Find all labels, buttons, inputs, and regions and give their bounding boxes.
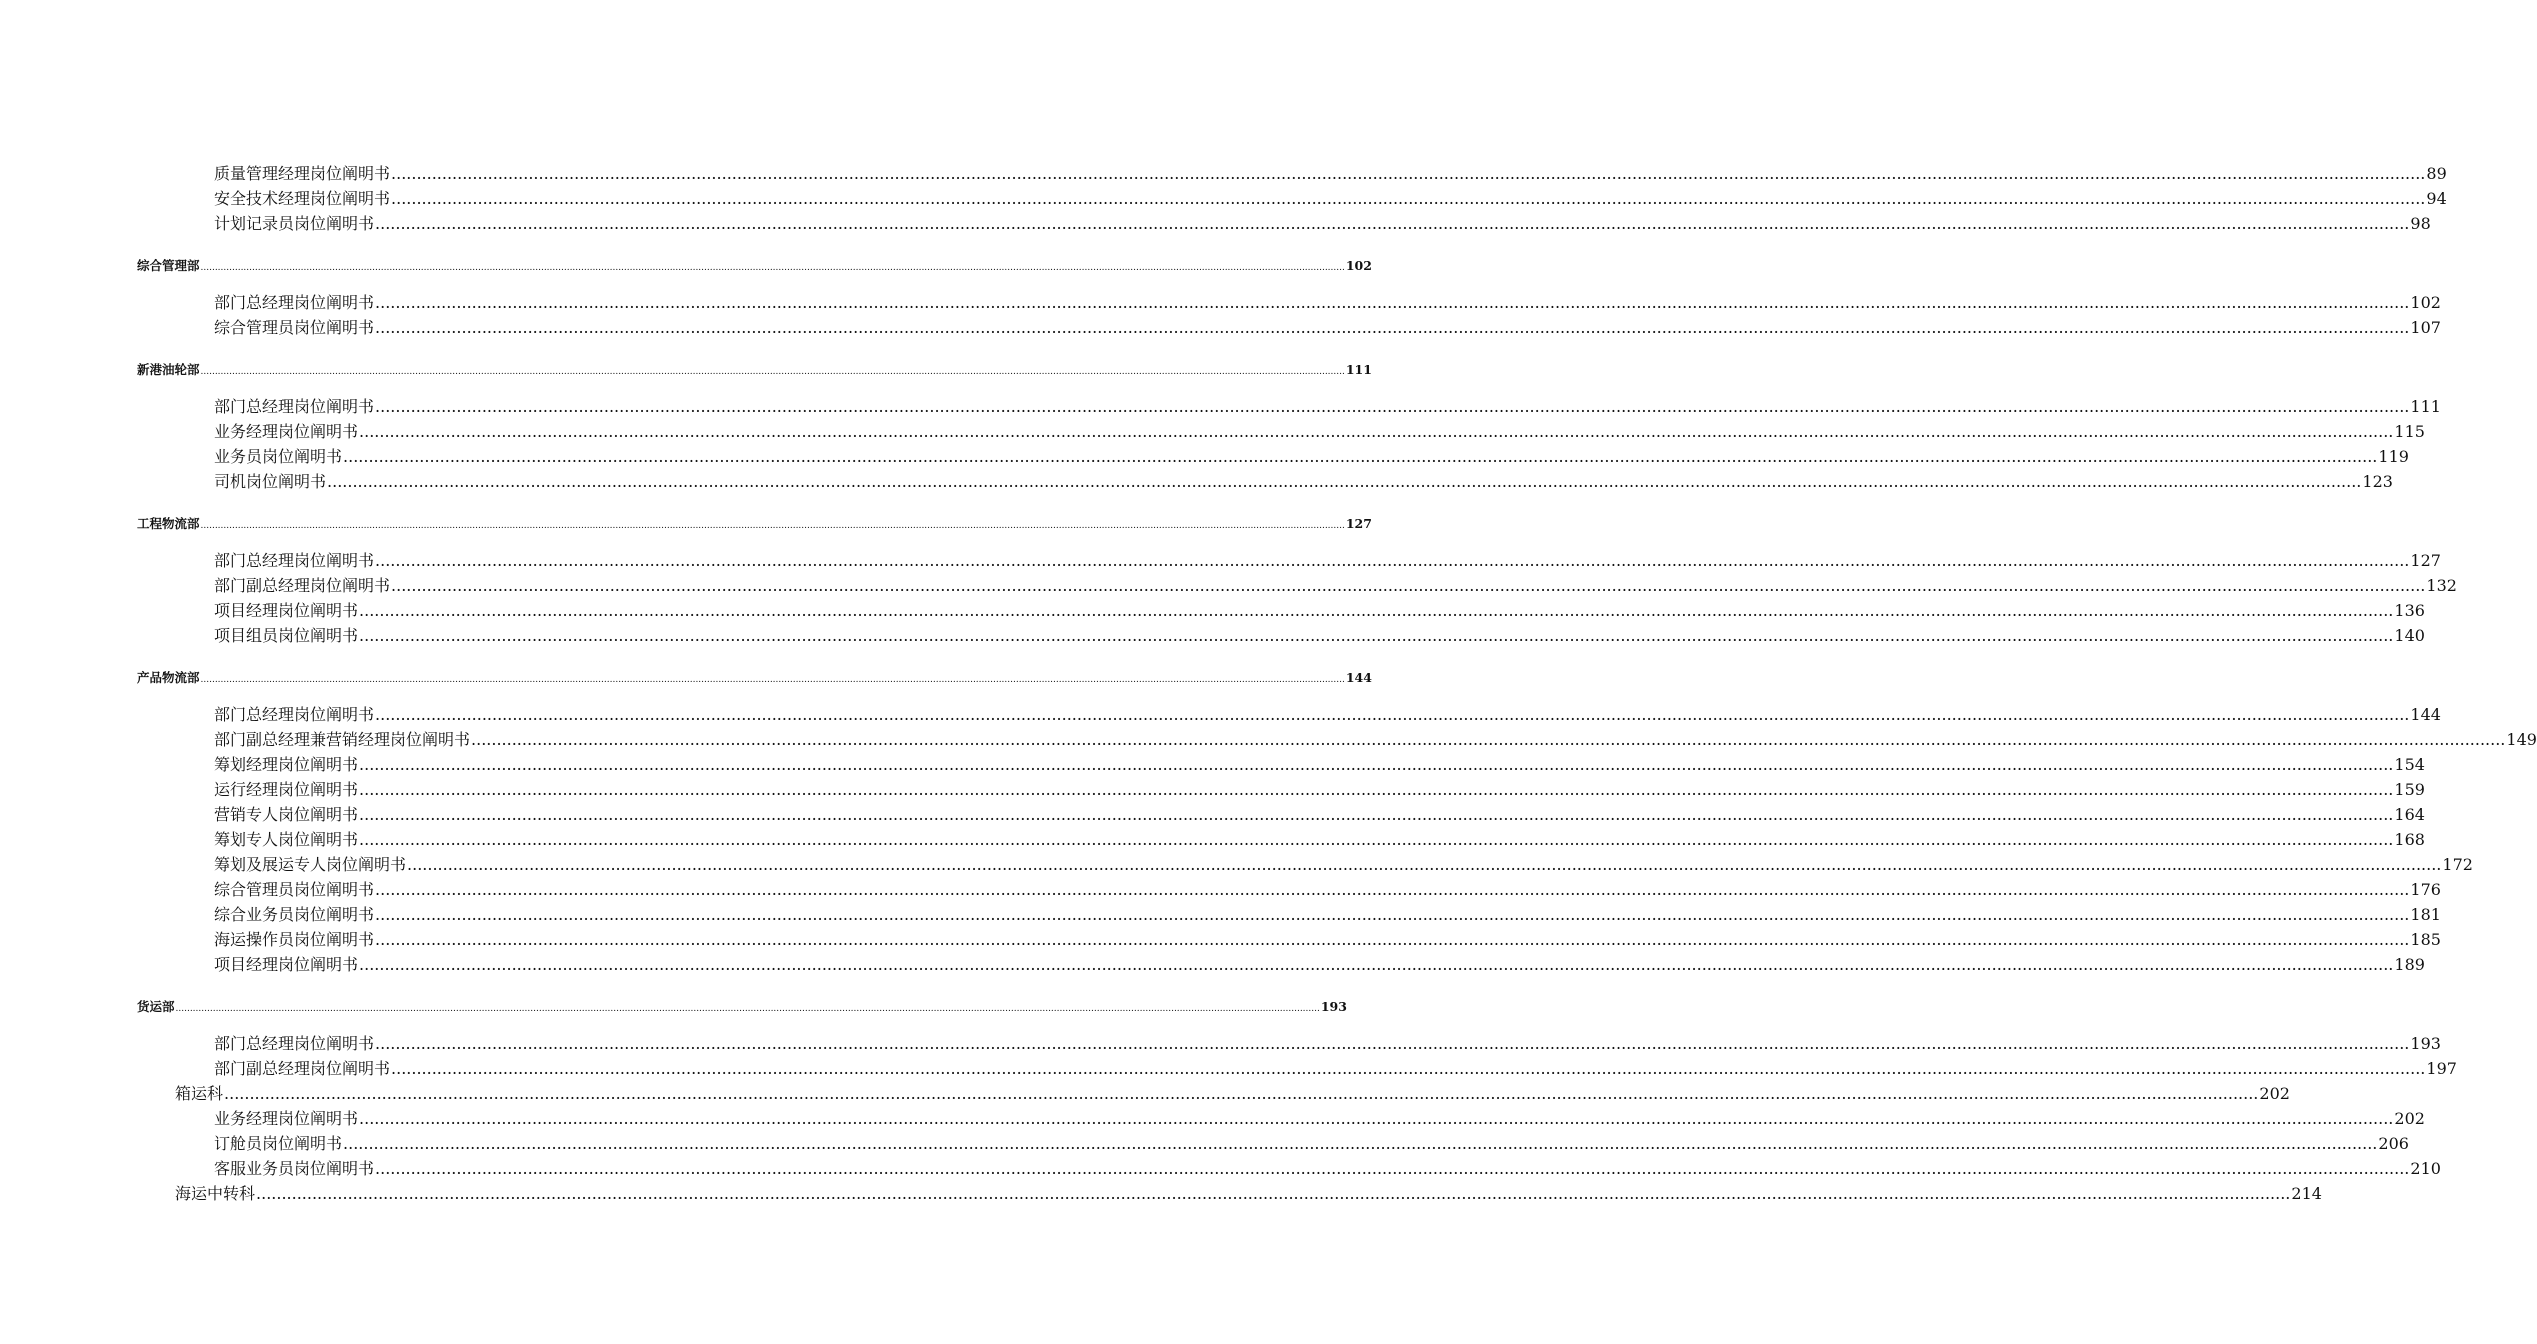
toc-entry[interactable] <box>0 625 2425 647</box>
dot-leader: ................................................................................................................................................................................................................................................................................................................................................................................................................ <box>359 955 2394 974</box>
toc-entry[interactable] <box>0 879 2441 901</box>
toc-entry-title: 产品物流部 <box>137 670 200 685</box>
dot-leader: ................................................................................................................................................................................................................................................................................................................................................................................................................ <box>343 1134 2378 1153</box>
toc-page-number: 102 <box>2410 293 2441 312</box>
toc-page-number: 206 <box>2378 1134 2409 1153</box>
toc-entry[interactable] <box>0 600 2425 622</box>
dot-leader: ................................................................................................................................................................................................................................................................................................................................................................................................................ <box>359 805 2394 824</box>
dot-leader: ................................................................................................................................................................................................................................................................................................................................................................................................................ <box>375 905 2410 924</box>
toc-entry[interactable] <box>0 804 2425 826</box>
toc-page-number: 193 <box>1320 999 1347 1014</box>
toc-entry[interactable] <box>0 1183 2322 1205</box>
toc-section-heading[interactable] <box>137 669 1372 687</box>
toc-entry[interactable] <box>0 904 2441 926</box>
toc-entry[interactable] <box>0 575 2457 597</box>
toc-entry-title: 综合业务员岗位阐明书 <box>214 905 375 924</box>
toc-entry-title: 项目经理岗位阐明书 <box>214 601 359 620</box>
toc-entry[interactable] <box>0 1133 2409 1155</box>
toc-page-number: 193 <box>2410 1034 2441 1053</box>
dot-leader: ................................................................................................................................................................................................................................................................................................................................................................................................................ <box>200 675 1345 685</box>
toc-section-heading[interactable] <box>137 257 1372 275</box>
toc-page-number: 94 <box>2426 189 2447 208</box>
toc-entry-title: 安全技术经理岗位阐明书 <box>214 189 391 208</box>
dot-leader: ................................................................................................................................................................................................................................................................................................................................................................................................................ <box>375 318 2410 337</box>
dot-leader: ................................................................................................................................................................................................................................................................................................................................................................................................................ <box>343 447 2378 466</box>
toc-entry-title: 货运部 <box>137 999 175 1014</box>
toc-entry[interactable] <box>0 1058 2457 1080</box>
toc-entry-title: 部门总经理岗位阐明书 <box>214 293 375 312</box>
toc-entry-title: 新港油轮部 <box>137 362 200 377</box>
toc-entry[interactable] <box>0 188 2447 210</box>
toc-entry[interactable] <box>0 829 2425 851</box>
toc-page-number: 144 <box>1345 670 1372 685</box>
dot-leader: ................................................................................................................................................................................................................................................................................................................................................................................................................ <box>200 367 1345 377</box>
toc-entry[interactable] <box>0 292 2441 314</box>
dot-leader: ................................................................................................................................................................................................................................................................................................................................................................................................................ <box>375 705 2410 724</box>
toc-entry-title: 海运操作员岗位阐明书 <box>214 930 375 949</box>
toc-entry-title: 部门副总经理岗位阐明书 <box>214 1059 391 1078</box>
toc-entry[interactable] <box>0 213 2431 235</box>
toc-page-number: 119 <box>2378 447 2409 466</box>
dot-leader: ................................................................................................................................................................................................................................................................................................................................................................................................................ <box>375 551 2410 570</box>
dot-leader: ................................................................................................................................................................................................................................................................................................................................................................................................................ <box>359 601 2394 620</box>
toc-page-number: 123 <box>2362 472 2393 491</box>
toc-entry[interactable] <box>0 954 2425 976</box>
dot-leader: ................................................................................................................................................................................................................................................................................................................................................................................................................ <box>359 1109 2394 1128</box>
dot-leader: ................................................................................................................................................................................................................................................................................................................................................................................................................ <box>391 1059 2426 1078</box>
toc-entry-title: 计划记录员岗位阐明书 <box>214 214 375 233</box>
toc-entry-title: 司机岗位阐明书 <box>214 472 327 491</box>
dot-leader: ................................................................................................................................................................................................................................................................................................................................................................................................................ <box>375 1034 2410 1053</box>
dot-leader: ................................................................................................................................................................................................................................................................................................................................................................................................................ <box>391 576 2426 595</box>
toc-entry[interactable] <box>0 550 2441 572</box>
dot-leader: ................................................................................................................................................................................................................................................................................................................................................................................................................ <box>375 1159 2410 1178</box>
toc-entry-title: 工程物流部 <box>137 516 200 531</box>
toc-entry[interactable] <box>0 1108 2425 1130</box>
toc-entry-title: 营销专人岗位阐明书 <box>214 805 359 824</box>
toc-entry[interactable] <box>0 779 2425 801</box>
toc-entry-title: 部门总经理岗位阐明书 <box>214 397 375 416</box>
dot-leader: ................................................................................................................................................................................................................................................................................................................................................................................................................ <box>359 830 2394 849</box>
toc-page-number: 210 <box>2410 1159 2441 1178</box>
toc-entry[interactable] <box>0 704 2441 726</box>
toc-entry[interactable] <box>0 854 2473 876</box>
toc-page-number: 127 <box>1345 516 1372 531</box>
toc-entry-title: 综合管理员岗位阐明书 <box>214 318 375 337</box>
toc-section-heading[interactable] <box>137 515 1372 533</box>
toc-section-heading[interactable] <box>137 361 1372 379</box>
toc-page-number: 144 <box>2410 705 2441 724</box>
toc-entry[interactable] <box>0 754 2425 776</box>
toc-entry-title: 客服业务员岗位阐明书 <box>214 1159 375 1178</box>
toc-entry[interactable] <box>0 1083 2290 1105</box>
toc-entry-title: 业务经理岗位阐明书 <box>214 422 359 441</box>
toc-entry-title: 业务员岗位阐明书 <box>214 447 343 466</box>
toc-entry-title: 箱运科 <box>175 1084 224 1103</box>
toc-entry[interactable] <box>0 163 2447 185</box>
toc-page-number: 107 <box>2410 318 2441 337</box>
toc-entry[interactable] <box>0 929 2441 951</box>
dot-leader: ................................................................................................................................................................................................................................................................................................................................................................................................................ <box>375 930 2410 949</box>
dot-leader: ................................................................................................................................................................................................................................................................................................................................................................................................................ <box>359 780 2394 799</box>
toc-page-number: 202 <box>2259 1084 2290 1103</box>
toc-page-number: 115 <box>2394 422 2425 441</box>
toc-entry-title: 项目经理岗位阐明书 <box>214 955 359 974</box>
toc-entry-title: 部门总经理岗位阐明书 <box>214 705 375 724</box>
toc-entry[interactable] <box>0 729 2537 751</box>
toc-page-number: 189 <box>2394 955 2425 974</box>
toc-page-number: 111 <box>2410 397 2441 416</box>
toc-page-number: 181 <box>2410 905 2441 924</box>
dot-leader: ................................................................................................................................................................................................................................................................................................................................................................................................................ <box>391 189 2426 208</box>
toc-entry-title: 筹划专人岗位阐明书 <box>214 830 359 849</box>
dot-leader: ................................................................................................................................................................................................................................................................................................................................................................................................................ <box>359 755 2394 774</box>
toc-entry-title: 筹划及展运专人岗位阐明书 <box>214 855 407 874</box>
toc-page-number: 132 <box>2426 576 2457 595</box>
toc-entry-title: 质量管理经理岗位阐明书 <box>214 164 391 183</box>
toc-page-number: 127 <box>2410 551 2441 570</box>
toc-page-number: 136 <box>2394 601 2425 620</box>
dot-leader: ................................................................................................................................................................................................................................................................................................................................................................................................................ <box>375 880 2410 899</box>
toc-entry-title: 业务经理岗位阐明书 <box>214 1109 359 1128</box>
toc-entry[interactable] <box>0 317 2441 339</box>
toc-entry-title: 部门副总经理岗位阐明书 <box>214 576 391 595</box>
toc-entry[interactable] <box>0 1158 2441 1180</box>
toc-entry-title: 运行经理岗位阐明书 <box>214 780 359 799</box>
toc-page-number: 176 <box>2410 880 2441 899</box>
toc-page-number: 149 <box>2506 730 2537 749</box>
toc-page-number: 89 <box>2426 164 2447 183</box>
toc-page-number: 111 <box>1345 362 1372 377</box>
toc-page-number: 185 <box>2410 930 2441 949</box>
toc-entry[interactable] <box>0 421 2425 443</box>
toc-section-heading[interactable] <box>137 998 1347 1016</box>
dot-leader: ................................................................................................................................................................................................................................................................................................................................................................................................................ <box>327 472 2362 491</box>
toc-entry[interactable] <box>0 471 2393 493</box>
toc-page-number: 102 <box>1345 258 1372 273</box>
dot-leader: ................................................................................................................................................................................................................................................................................................................................................................................................................ <box>375 293 2410 312</box>
toc-page-number: 154 <box>2394 755 2425 774</box>
toc-entry-title: 订舱员岗位阐明书 <box>214 1134 343 1153</box>
dot-leader: ................................................................................................................................................................................................................................................................................................................................................................................................................ <box>471 730 2506 749</box>
toc-page-number: 140 <box>2394 626 2425 645</box>
dot-leader: ................................................................................................................................................................................................................................................................................................................................................................................................................ <box>359 422 2394 441</box>
toc-page-number: 214 <box>2291 1184 2322 1203</box>
dot-leader: ................................................................................................................................................................................................................................................................................................................................................................................................................ <box>256 1184 2291 1203</box>
toc-entry-title: 部门总经理岗位阐明书 <box>214 1034 375 1053</box>
dot-leader: ................................................................................................................................................................................................................................................................................................................................................................................................................ <box>391 164 2426 183</box>
toc-page-number: 197 <box>2426 1059 2457 1078</box>
toc-entry-title: 部门副总经理兼营销经理岗位阐明书 <box>214 730 471 749</box>
dot-leader: ................................................................................................................................................................................................................................................................................................................................................................................................................ <box>200 521 1345 531</box>
toc-entry[interactable] <box>0 1033 2441 1055</box>
toc-page-number: 168 <box>2394 830 2425 849</box>
toc-page-number: 98 <box>2410 214 2431 233</box>
dot-leader: ................................................................................................................................................................................................................................................................................................................................................................................................................ <box>175 1004 1320 1014</box>
toc-page-number: 202 <box>2394 1109 2425 1128</box>
dot-leader: ................................................................................................................................................................................................................................................................................................................................................................................................................ <box>200 263 1345 273</box>
toc-entry[interactable] <box>0 446 2409 468</box>
toc-page-number: 164 <box>2394 805 2425 824</box>
dot-leader: ................................................................................................................................................................................................................................................................................................................................................................................................................ <box>375 397 2410 416</box>
toc-entry-title: 综合管理部 <box>137 258 200 273</box>
toc-page-number: 172 <box>2442 855 2473 874</box>
toc-entry-title: 项目组员岗位阐明书 <box>214 626 359 645</box>
dot-leader: ................................................................................................................................................................................................................................................................................................................................................................................................................ <box>407 855 2442 874</box>
toc-entry-title: 部门总经理岗位阐明书 <box>214 551 375 570</box>
dot-leader: ................................................................................................................................................................................................................................................................................................................................................................................................................ <box>375 214 2410 233</box>
toc-entry-title: 筹划经理岗位阐明书 <box>214 755 359 774</box>
dot-leader: ................................................................................................................................................................................................................................................................................................................................................................................................................ <box>224 1084 2259 1103</box>
toc-page-number: 159 <box>2394 780 2425 799</box>
toc-entry-title: 综合管理员岗位阐明书 <box>214 880 375 899</box>
toc-entry[interactable] <box>0 396 2441 418</box>
toc-entry-title: 海运中转科 <box>175 1184 256 1203</box>
dot-leader: ................................................................................................................................................................................................................................................................................................................................................................................................................ <box>359 626 2394 645</box>
